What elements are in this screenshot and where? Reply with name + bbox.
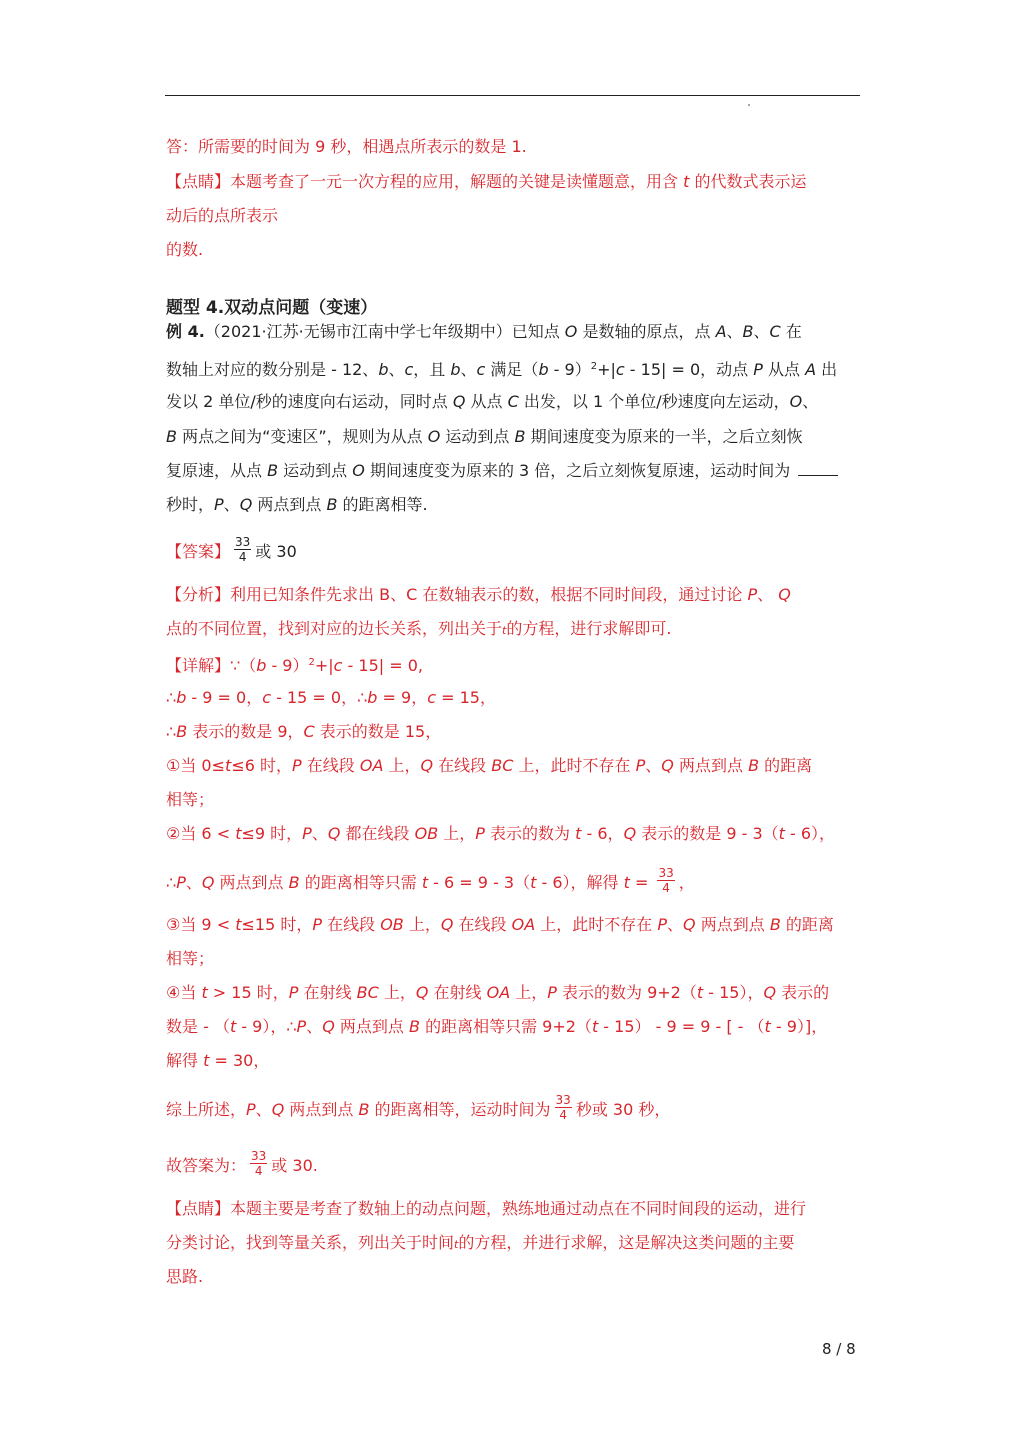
text-run: 秒时， [166, 495, 215, 514]
variable: Q [623, 824, 637, 843]
text-run: 在射线 [428, 983, 487, 1002]
variable: B [748, 756, 760, 775]
variable: B [166, 427, 177, 446]
variable: t [530, 873, 537, 892]
text-run: - 9） [548, 360, 591, 379]
text-run: 相等； [166, 949, 215, 968]
previous-dianjing-line-3 [166, 239, 203, 261]
text-run: ≤15 时， [241, 915, 313, 934]
variable: P [288, 983, 299, 1002]
text-run: 、 [460, 360, 477, 379]
text-run: （2021·江苏·无锡市江南中学七年级期中）已知点 [204, 322, 565, 341]
text-run: 在射线 [298, 983, 357, 1002]
variable: O [352, 461, 365, 480]
final-answer-line [166, 1149, 318, 1181]
text-run: 、 [388, 360, 405, 379]
text-run: 从点 [762, 360, 806, 379]
variable: b [256, 656, 267, 675]
text-run: 两点之间为“变速区”，规则为从点 [176, 427, 428, 446]
text-run: 、 [311, 824, 328, 843]
variable: B [514, 427, 526, 446]
variable: Q [420, 756, 434, 775]
variable: A [805, 360, 817, 379]
text-run: 两点到点 [214, 873, 289, 892]
text-run: ③当 9 < [166, 915, 236, 934]
text-run: 的距离相等，运动时间为 [369, 1100, 551, 1119]
fraction-numerator: 33 [658, 866, 674, 880]
header-rule [165, 95, 860, 96]
variable: t [421, 873, 429, 892]
section-title [166, 297, 377, 319]
variable: t [696, 983, 704, 1002]
text-run: 相等； [166, 790, 215, 809]
text-run: 动后的点所表示 [166, 206, 279, 225]
text-run: 表示的数为 [484, 824, 576, 843]
variable: P [657, 915, 668, 934]
text-run: 、 [255, 1100, 272, 1119]
variable: Q [201, 873, 215, 892]
text-run: - 9） [266, 656, 309, 675]
variable: P [547, 983, 557, 1002]
text-run: 的代数式表示运 [689, 172, 807, 191]
variable: Q [415, 983, 429, 1002]
problem-line-1 [166, 321, 802, 343]
variable: P [296, 1017, 307, 1036]
solution-tag: 【详解】 [166, 656, 231, 675]
text-run: 的数. [166, 240, 204, 259]
text-run: ∴ [166, 873, 177, 892]
fraction-numerator: 33 [235, 535, 251, 549]
variable: O [427, 427, 441, 446]
text-run: 出发，以 1 个单位/秒速度向左运动， [518, 392, 790, 411]
answer-blank [798, 461, 838, 476]
exponent: 2 [308, 657, 315, 668]
variable: Q [239, 495, 253, 514]
text-run: - 15| = 0, [342, 656, 424, 675]
variable: t [229, 1017, 237, 1036]
text-run: = [629, 873, 654, 892]
previous-answer-text: 答：所需要的时间为 9 秒，相遇点所表示的数是 1. [166, 137, 527, 156]
variable: P [635, 756, 646, 775]
variable: P [747, 585, 758, 604]
variable: B [267, 461, 279, 480]
variable: c [333, 656, 343, 675]
variable: c [615, 360, 625, 379]
text-run: 在线段 [301, 756, 360, 775]
text-run: ∴ [166, 722, 177, 741]
text-run: 期间速度变为原来的 3 倍，之后立刻恢复原速，运动时间为 [364, 461, 791, 480]
text-run: = 9， [377, 688, 428, 707]
text-run: 表示的数是 9 - 3（ [636, 824, 779, 843]
text-run: 、 [802, 392, 819, 411]
text-run: +| [314, 656, 334, 675]
text-run: 数轴上对应的数分别是 - 12、 [166, 360, 379, 379]
problem-line-4 [166, 426, 803, 448]
text-run: 上， [438, 824, 476, 843]
previous-dianjing-line-2 [166, 205, 278, 227]
answer-line [166, 535, 297, 567]
variable: B [358, 1100, 370, 1119]
text-run: > 15 时， [207, 983, 289, 1002]
variable: t [203, 1051, 210, 1070]
text-run: 上，此时不存在 [513, 756, 636, 775]
text-run: 上， [378, 983, 416, 1002]
variable: b [367, 688, 378, 707]
variable: c [476, 360, 486, 379]
variable: B [326, 495, 338, 514]
variable: B [742, 322, 754, 341]
problem-line-6 [166, 494, 428, 516]
variable: Q [661, 756, 674, 775]
text-run: 两点到点 [334, 1017, 409, 1036]
text-run: - 9）]， [770, 1017, 828, 1036]
text-run: 运动到点 [440, 427, 515, 446]
fraction [250, 1149, 267, 1178]
variable: P [312, 915, 322, 934]
dianjing-tag: 【点睛】 [166, 172, 231, 191]
text-run: 的方程，并进行求解，这是解决这类问题的主要 [458, 1233, 795, 1252]
text-run: 运动到点 [278, 461, 353, 480]
text-run: 、 [645, 756, 662, 775]
problem-line-3 [166, 391, 818, 413]
case-2-line-1 [166, 823, 835, 845]
case-4-line-1 [166, 982, 829, 1004]
dianjing-2-line-3 [166, 1266, 203, 1288]
text-run: 分类讨论，找到等量关系，列出关于时间 [166, 1233, 455, 1252]
text-run: 两点到点 [673, 756, 749, 775]
variable: t [502, 624, 507, 637]
text-run: 出 [816, 360, 838, 379]
text-run: 上， [403, 915, 441, 934]
variable: B [288, 873, 300, 892]
variable: b [538, 360, 549, 379]
variable: t [683, 172, 690, 191]
text-run: 利用已知条件先求出 B、C 在数轴表示的数，根据不同时间段，通过讨论 [230, 585, 748, 604]
text-run: 上， [383, 756, 421, 775]
dianjing-tag: 【点睛】 [166, 1199, 231, 1218]
text-run: 综上所述， [166, 1100, 247, 1119]
variable: BC [356, 983, 379, 1002]
case-4-line-2 [166, 1016, 827, 1038]
variable: P [246, 1100, 256, 1119]
fraction-denominator: 4 [559, 1108, 567, 1122]
text-run: 的距离 [780, 915, 834, 934]
text-run: 复原速，从点 [166, 461, 268, 480]
fraction-denominator: 4 [662, 881, 670, 895]
text-run: ①当 0≤ [166, 756, 226, 775]
variable: Q [763, 983, 777, 1002]
text-run: 表示的数是 15， [314, 722, 442, 741]
variable: t [201, 983, 208, 1002]
text-run: ，且 [413, 360, 451, 379]
variable: OB [414, 824, 439, 843]
text-run: - 6 = 9 - 3（ [428, 873, 531, 892]
text-run: 两点到点 [284, 1100, 359, 1119]
text-run: 、 [223, 495, 240, 514]
text-run: 在 [780, 322, 802, 341]
variable: c [427, 688, 436, 707]
variable: A [715, 322, 727, 341]
variable: P [292, 756, 302, 775]
variable: t [591, 1017, 599, 1036]
fraction [234, 535, 251, 564]
text-run: 表示的数是 9， [187, 722, 304, 741]
text-run: - 6， [581, 824, 624, 843]
variable: t [454, 1238, 459, 1251]
variable: Q [452, 392, 466, 411]
case-3-line-2 [166, 948, 214, 970]
text-run: - 9 = 0， [186, 688, 263, 707]
fraction [555, 1093, 572, 1122]
variable: t [623, 873, 630, 892]
text-run: 、 [753, 322, 770, 341]
fraction-denominator: 4 [254, 1164, 263, 1178]
analysis-line-1 [166, 584, 791, 606]
text-run: - 6）， [784, 824, 836, 843]
variable: Q [440, 915, 454, 934]
case-2-line-2 [166, 866, 695, 898]
text-run: - 15 = 0，∴ [271, 688, 368, 707]
variable: B [409, 1017, 420, 1036]
text-run: 表示的 [776, 983, 830, 1002]
text-run: 从点 [465, 392, 508, 411]
variable: B [769, 915, 781, 934]
variable: C [303, 722, 315, 741]
text-run: 在线段 [433, 756, 492, 775]
variable: b [450, 360, 461, 379]
variable: t [235, 915, 242, 934]
text-run: ∴ [166, 688, 177, 707]
variable: t [235, 824, 242, 843]
text-run: 本题考查了一元一次方程的应用，解题的关键是读懂题意，用含 [230, 172, 684, 191]
text-run: 本题主要是考查了数轴上的动点问题，熟练地通过动点在不同时间段的运动，进行 [230, 1199, 807, 1218]
text-run: = 30， [209, 1051, 270, 1070]
text-run: - 15） - 9 = 9 - [ - （ [598, 1017, 765, 1036]
variable: P [753, 360, 763, 379]
text-run: 的距离 [759, 756, 813, 775]
text-run: - 15| = 0，动点 [624, 360, 754, 379]
text-run: 的距离相等只需 [299, 873, 422, 892]
analysis-tag: 【分析】 [166, 585, 231, 604]
text-run: 、 [667, 915, 684, 934]
variable: Q [327, 824, 341, 843]
variable: P [302, 824, 312, 843]
variable: C [507, 392, 519, 411]
text-run: 解得 [166, 1051, 204, 1070]
text-run: ④当 [166, 983, 202, 1002]
page-number: 8 / 8 [822, 1340, 856, 1358]
text-run: - 15）， [703, 983, 764, 1002]
text-run: - 9），∴ [236, 1017, 297, 1036]
text-run: ≤6 时， [231, 756, 292, 775]
fraction-numerator: 33 [251, 1149, 267, 1163]
text-run: 在线段 [322, 915, 381, 934]
variable: Q [683, 915, 696, 934]
text-run: 期间速度变为原来的一半，之后立刻恢 [525, 427, 803, 446]
text-run: 数是 - （ [166, 1017, 230, 1036]
text-run: 、 [757, 585, 779, 604]
variable: t [225, 756, 232, 775]
text-run: 满足（ [485, 360, 539, 379]
text-run: 点的不同位置，找到对应的边长关系，列出关于 [166, 619, 503, 638]
solution-line-3 [166, 721, 441, 743]
variable: OA [511, 915, 536, 934]
variable: Q [778, 585, 791, 604]
header-dot [748, 104, 750, 106]
text-run: 故答案为： [166, 1156, 247, 1175]
text-run: 在线段 [453, 915, 512, 934]
variable: Q [322, 1017, 335, 1036]
text-run: 两点到点 [252, 495, 327, 514]
text-run: 思路. [166, 1267, 204, 1286]
text-run: = 15， [436, 688, 496, 707]
text-run: - 6），解得 [536, 873, 624, 892]
analysis-line-2 [166, 618, 671, 642]
case-1-line-2 [166, 789, 214, 811]
problem-line-2 [166, 356, 837, 381]
variable: P [176, 873, 186, 892]
variable: c [262, 688, 272, 707]
previous-answer-line [166, 136, 527, 158]
solution-line-1 [166, 652, 423, 677]
text-run: 、 [726, 322, 743, 341]
text-run: 上，此时不存在 [535, 915, 658, 934]
variable: O [789, 392, 803, 411]
summary-line [166, 1093, 671, 1125]
exponent: 2 [590, 361, 598, 372]
dianjing-2-line-2 [166, 1232, 794, 1256]
text-run: 两点到点 [695, 915, 770, 934]
text-run: 是数轴的原点，点 [577, 322, 716, 341]
variable: b [176, 688, 187, 707]
text-run: 或 30. [271, 1156, 318, 1175]
variable: c [404, 360, 414, 379]
text-run: ≤9 时， [241, 824, 303, 843]
fraction-denominator: 4 [238, 550, 247, 564]
text-run: 表示的数为 9+2（ [556, 983, 697, 1002]
text-run: 的方程，进行求解即可. [506, 619, 672, 638]
solution-line-2 [166, 687, 496, 709]
previous-dianjing-line-1 [166, 171, 806, 193]
variable: t [778, 824, 785, 843]
fraction [657, 866, 674, 895]
variable: B [176, 722, 188, 741]
text-run: 的距离相等. [337, 495, 428, 514]
text-run: 、 [306, 1017, 323, 1036]
section-title-text: 题型 4.双动点问题（变速） [166, 298, 378, 318]
answer-tag: 【答案】 [166, 542, 231, 561]
text-run: 、 [185, 873, 202, 892]
text-run: 上， [510, 983, 548, 1002]
dianjing-2-line-1 [166, 1198, 806, 1220]
variable: OA [486, 983, 511, 1002]
variable: Q [271, 1100, 285, 1119]
case-1-line-1 [166, 755, 812, 777]
example-label: 例 4. [166, 322, 205, 341]
variable: b [378, 360, 389, 379]
variable: C [769, 322, 781, 341]
variable: P [214, 495, 224, 514]
text-run: ∵（ [230, 656, 257, 675]
text-run: ②当 6 < [166, 824, 236, 843]
variable: OA [359, 756, 384, 775]
text-run: 秒或 30 秒， [575, 1100, 671, 1119]
text-run: 发以 2 单位/秒的速度向右运动，同时点 [166, 392, 453, 411]
variable: t [764, 1017, 771, 1036]
text-run: ， [678, 873, 695, 892]
variable: t [575, 824, 582, 843]
text-run: 或 30 [255, 542, 297, 561]
variable: P [475, 824, 485, 843]
case-4-line-3 [166, 1050, 269, 1072]
text-run: +| [597, 360, 616, 379]
text-run: 都在线段 [340, 824, 415, 843]
problem-line-5 [166, 460, 838, 482]
variable: BC [491, 756, 514, 775]
fraction-numerator: 33 [555, 1093, 571, 1107]
variable: O [564, 322, 578, 341]
text-run: 的距离相等只需 9+2（ [419, 1017, 592, 1036]
variable: OB [380, 915, 404, 934]
case-3-line-1 [166, 914, 834, 936]
